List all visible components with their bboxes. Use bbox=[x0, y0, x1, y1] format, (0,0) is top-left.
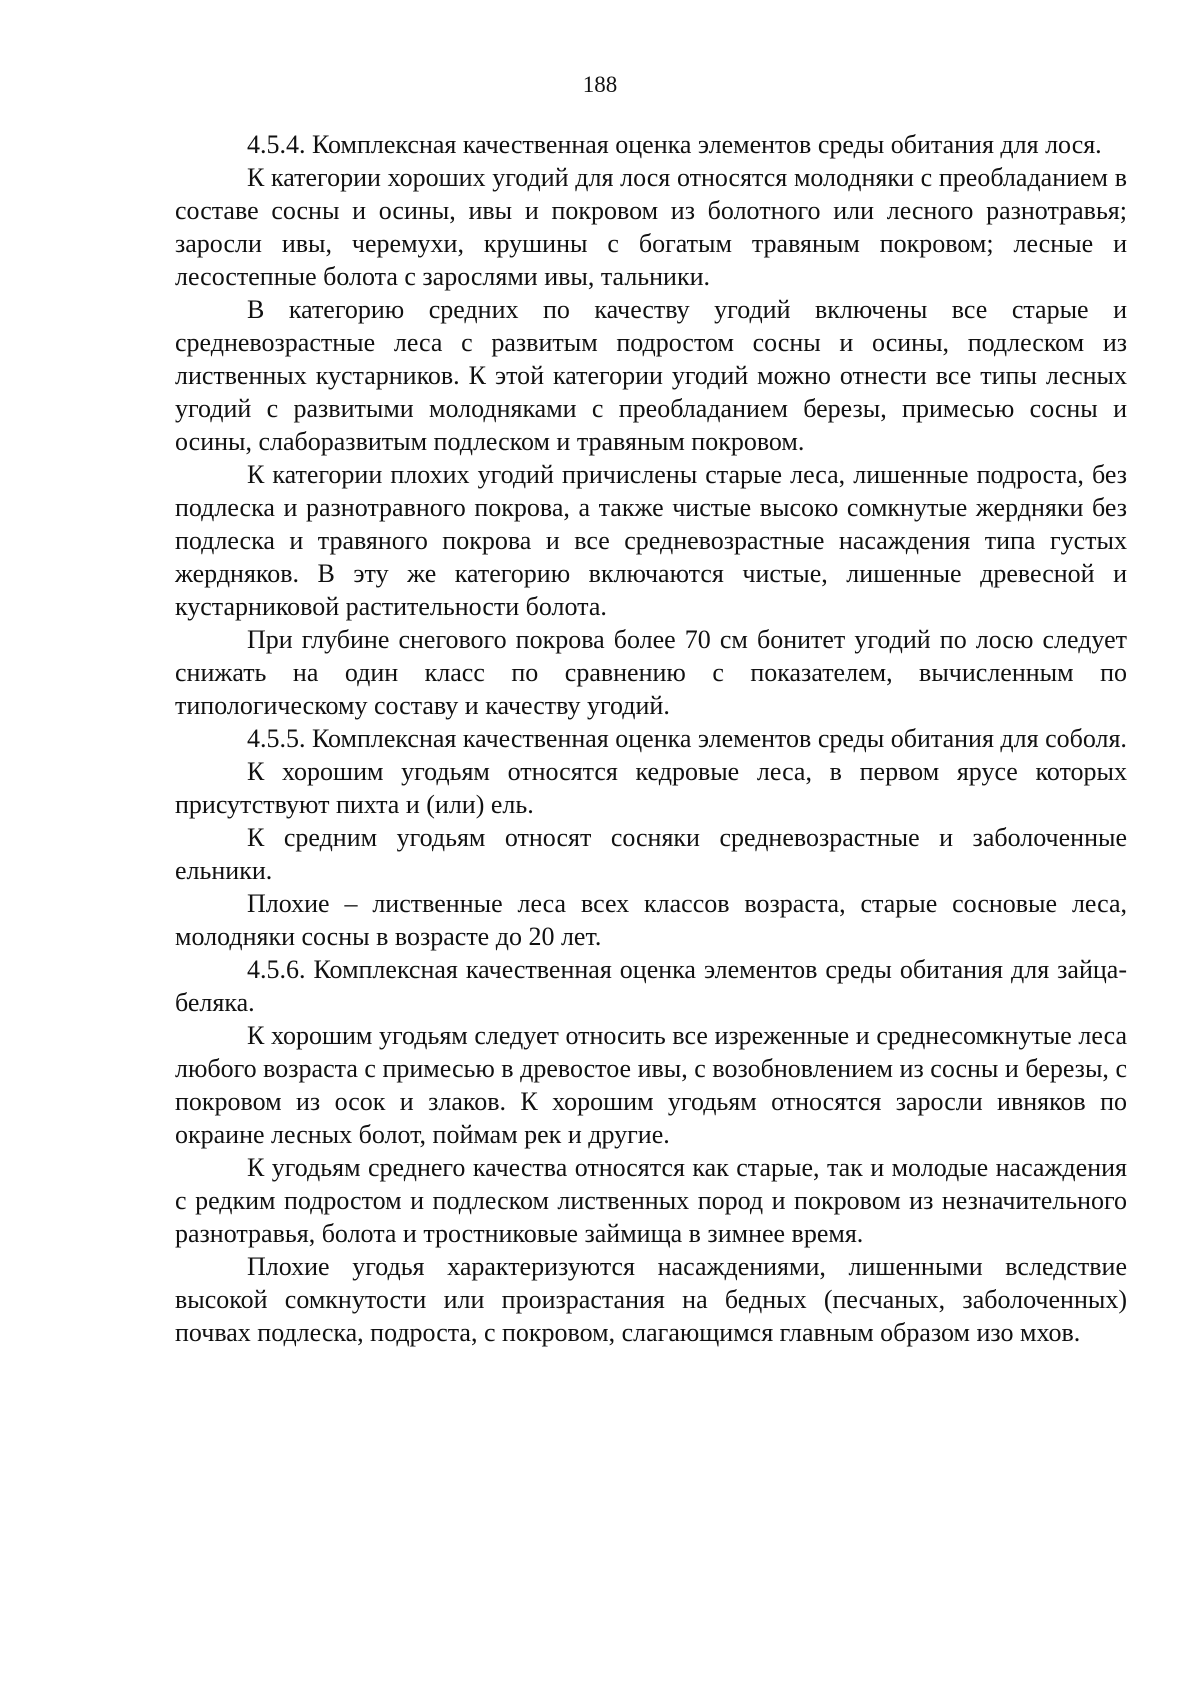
section-heading-moose: 4.5.4. Комплексная качественная оценка элементов среды обитания для лося. bbox=[247, 130, 1102, 159]
paragraph-hare-medium: К угодьям среднего качества относятся как старые, так и молодые насаждения с редким подростом и подлеском лиственных пород и покровом из незначительного разнотравья, болота и тростниковые займища в зимнее время. bbox=[175, 1153, 1127, 1248]
paragraph-moose-medium: В категорию средних по качеству угодий включены все старые и средневозрастные леса с развитым подростом сосны и осины, подлеском из лиственных кустарников. К этой категории угодий можно отнести все типы лесных угодий с развитыми молодняками с преобладанием березы, примесью сосны и осины, слаборазвитым подлеском и травяным покровом. bbox=[175, 295, 1127, 456]
paragraph-moose-snow: При глубине снегового покрова более 70 см бонитет угодий по лосю следует снижать на один класс по сравнению с показателем, вычисленным по типологическому составу и качеству угодий. bbox=[175, 625, 1127, 720]
paragraph-sable-medium: К средним угодьям относят сосняки средневозрастные и заболоченные ельники. bbox=[175, 823, 1127, 885]
body-text bbox=[175, 128, 1127, 1349]
paragraph-sable-poor: Плохие – лиственные леса всех классов возраста, старые сосновые леса, молодняки сосны в возрасте до 20 лет. bbox=[175, 889, 1127, 951]
paragraph-hare-poor: Плохие угодья характеризуются насаждениями, лишенными вследствие высокой сомкнутости или произрастания на бедных (песчаных, заболоченных) почвах подлеска, подроста, с покровом, слагающимся главным образом изо мхов. bbox=[175, 1252, 1127, 1347]
section-heading-sable: 4.5.5. Комплексная качественная оценка элементов среды обитания для соболя. bbox=[247, 724, 1127, 753]
paragraph-moose-poor: К категории плохих угодий причислены старые леса, лишенные подроста, без подлеска и разнотравного покрова, а также чистые высоко сомкнутые жердняки без подлеска и травяного покрова и все средневозрастные насаждения типа густых жердняков. В эту же категорию включаются чистые, лишенные древесной и кустарниковой растительности болота. bbox=[175, 460, 1127, 621]
section-heading-hare: 4.5.6. Комплексная качественная оценка элементов среды обитания для зайца-беляка. bbox=[175, 955, 1127, 1017]
paragraph-sable-good: К хорошим угодьям относятся кедровые леса, в первом ярусе которых присутствуют пихта и (или) ель. bbox=[175, 757, 1127, 819]
page-number: 188 bbox=[582, 72, 618, 97]
paragraph-hare-good: К хорошим угодьям следует относить все изреженные и среднесомкнутые леса любого возраста с примесью в древостое ивы, с возобновлением из сосны и березы, с покровом из осок и злаков. К хорошим угодьям относятся заросли ивняков по окраине лесных болот, поймам рек и другие. bbox=[175, 1021, 1127, 1149]
paragraph-moose-good: К категории хороших угодий для лося относятся молодняки с преобладанием в составе сосны и осины, ивы и покровом из болотного или лесного разнотравья; заросли ивы, черемухи, крушины с богатым травяным покровом; лесные и лесостепные болота с зарослями ивы, тальники. bbox=[175, 163, 1127, 291]
